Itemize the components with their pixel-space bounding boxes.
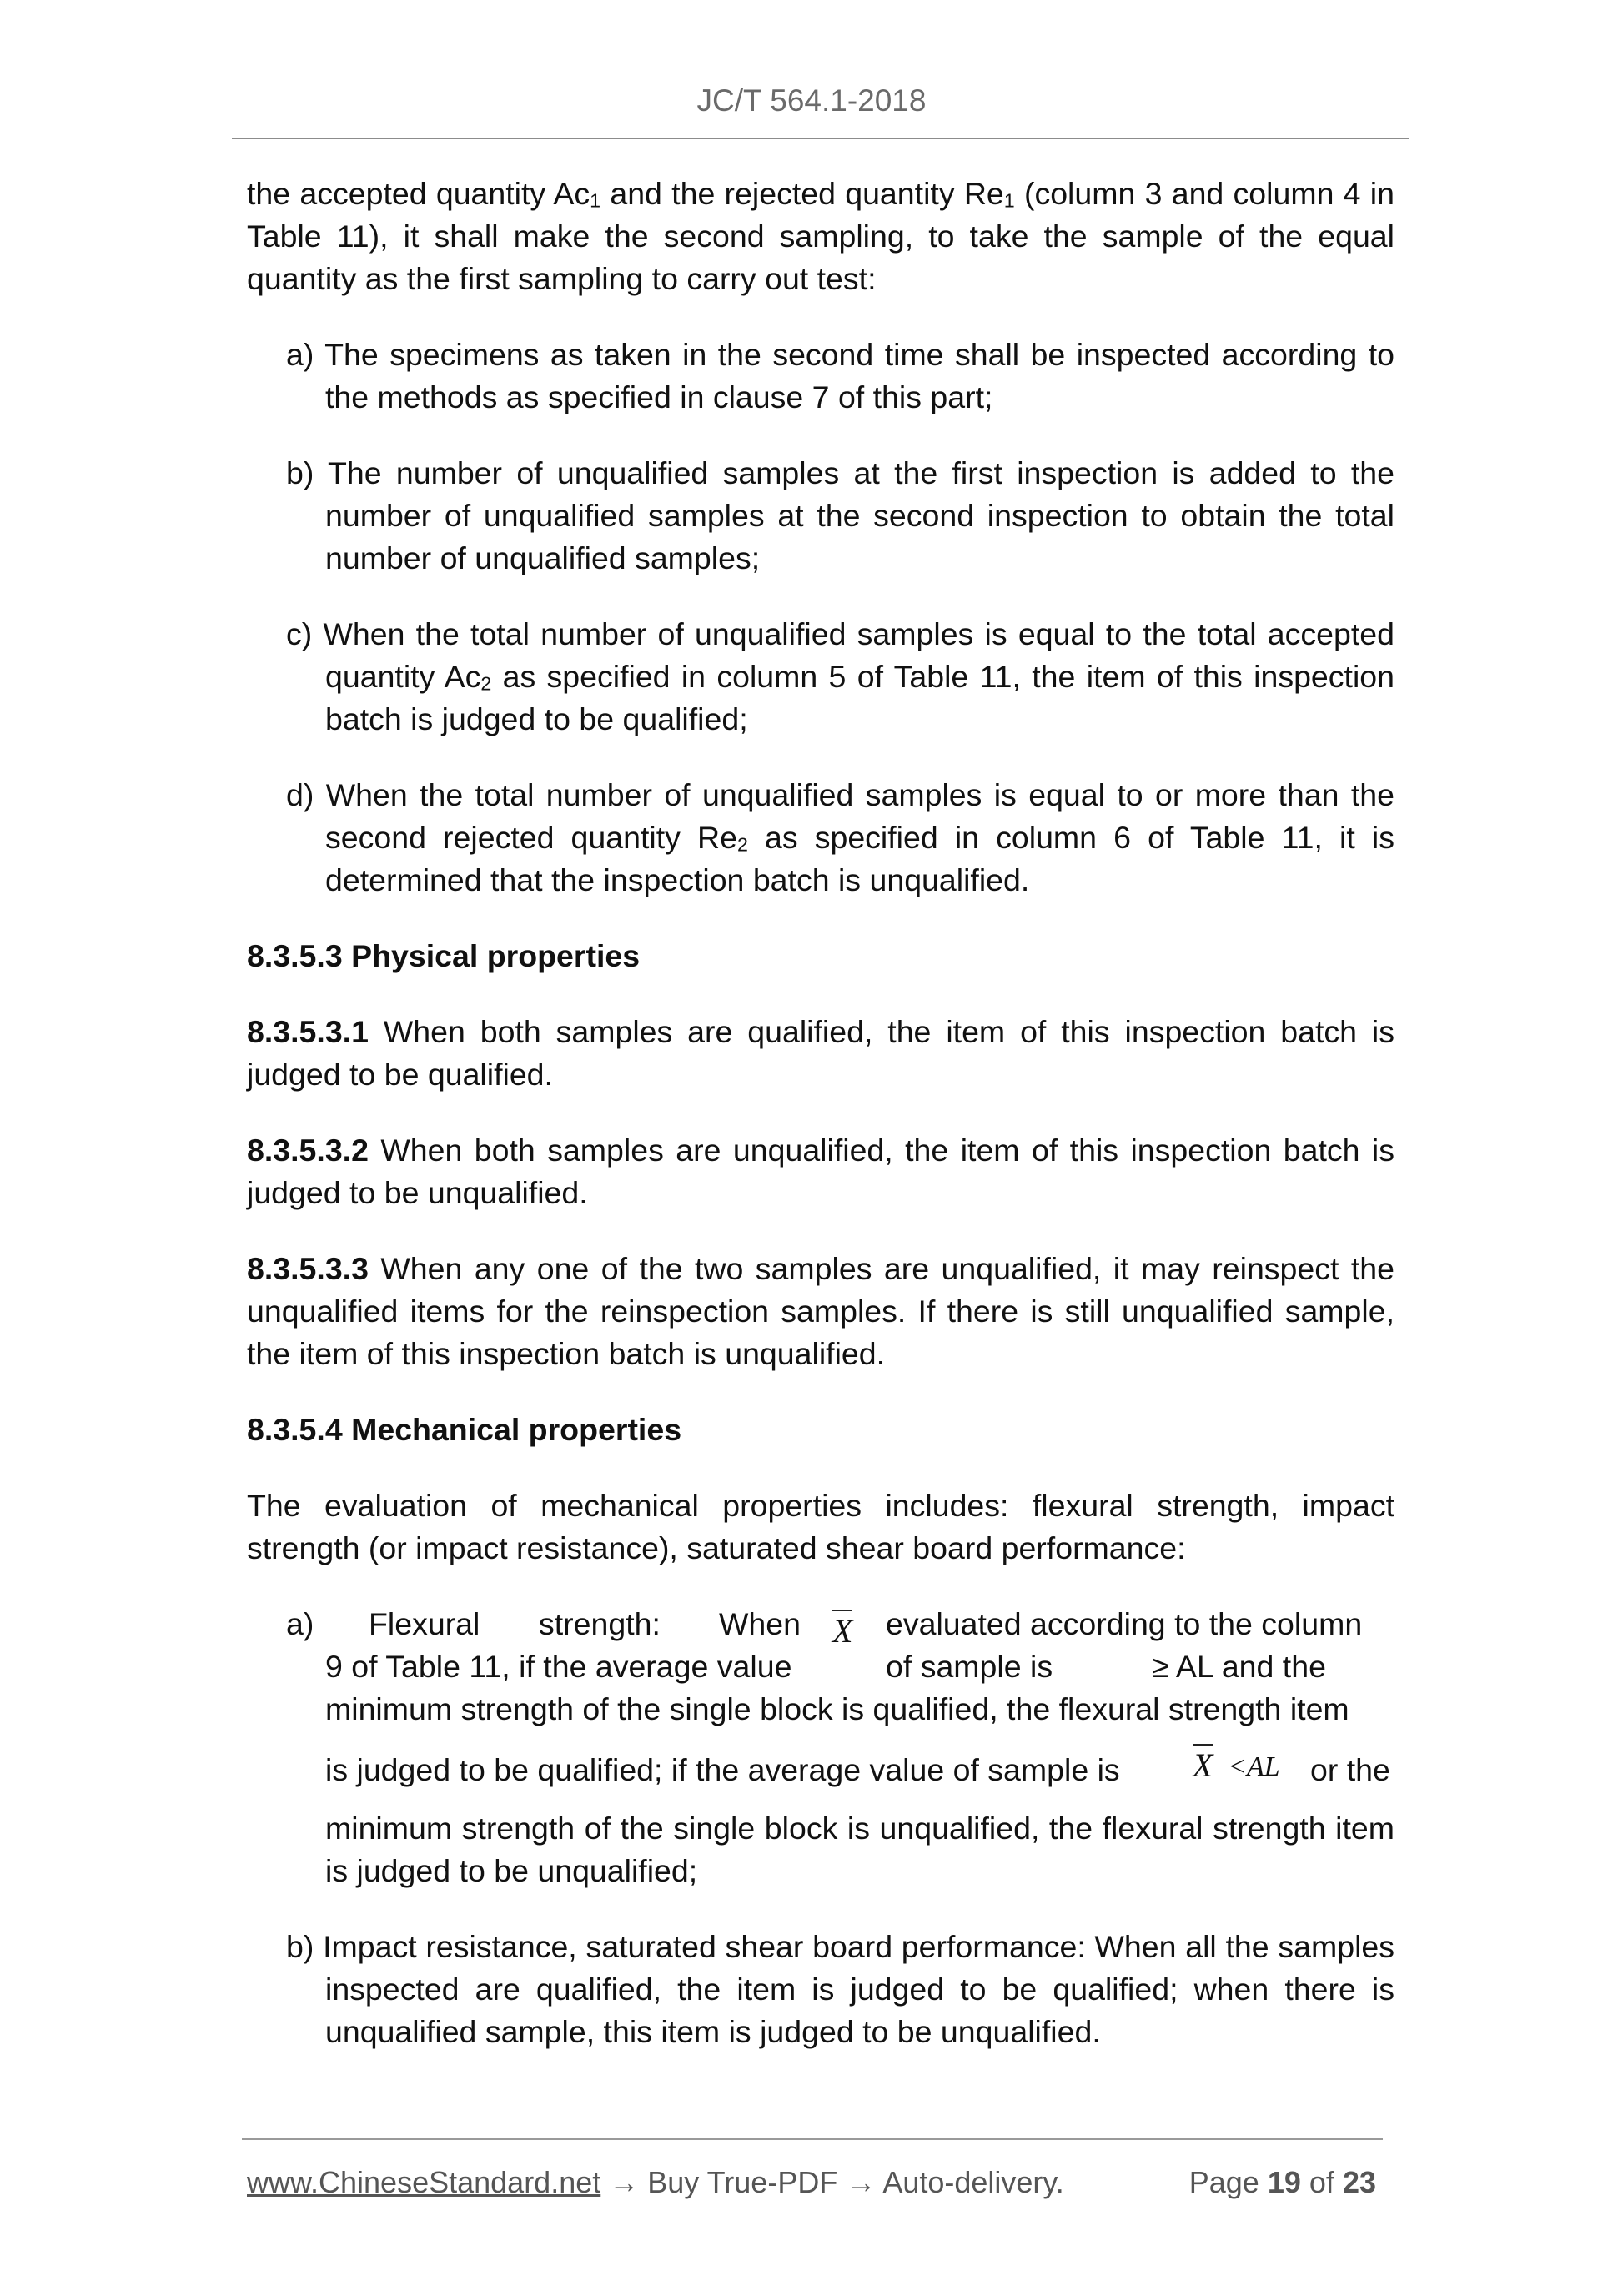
clause-8-3-5-3-3: [247, 1248, 1394, 1375]
total-pages-number: 23: [1342, 2165, 1376, 2199]
header-divider: [232, 138, 1409, 139]
list-item-a: [247, 334, 1394, 419]
clause-number: 8.3.5.3.2: [247, 1133, 369, 1168]
footer-promo-text: → Buy True-PDF → Auto-delivery.: [600, 2165, 1064, 2199]
flexural-line2-mid: of sample is: [886, 1649, 1053, 1684]
list-marker: b): [286, 1929, 314, 1964]
list-item-text: Impact resistance, saturated shear board performance: When all the samples inspected are qualified, the item is judged to be qualified; when there is unqualified sample, this item is judged to be unqualified.: [323, 1929, 1395, 2049]
flexural-label: Flexural: [369, 1606, 480, 1641]
current-page-number: 19: [1267, 2165, 1301, 2199]
list-item-text-post: as specified in column 5 of Table 11, the item of this inspection batch is judged to be qualified;: [325, 659, 1394, 736]
intro-subscript-2: 1: [1003, 189, 1015, 212]
list-marker: c): [286, 616, 313, 651]
footer-divider: [242, 2138, 1383, 2140]
flexural-line-5: minimum strength of the single block is unqualified, the flexural strength item is judged to be unqualified;: [325, 1811, 1394, 1888]
list-item-c: [247, 613, 1394, 741]
intro-text-1: the accepted quantity Ac: [247, 176, 590, 211]
clause-text: When both samples are unqualified, the item of this inspection batch is judged to be unqualified.: [247, 1133, 1394, 1210]
list-item-text-post: as specified in column 6 of Table 11, it is determined that the inspection batch is unqualified.: [325, 820, 1394, 897]
flexural-line-4: [247, 1731, 1394, 1797]
intro-text-3: (column 3 and column 4 in Table 11), it shall make the second sampling, to take the sample of the equal quantity as the first sampling to carry out test:: [247, 176, 1394, 296]
flexural-word-strength: strength:: [539, 1606, 661, 1641]
flexural-line-3: minimum strength of the single block is qualified, the flexural strength item: [325, 1691, 1349, 1726]
flexural-line-2: [247, 1645, 1394, 1688]
x-bar-symbol: X: [1193, 1742, 1213, 1786]
section-heading-mechanical-properties: 8.3.5.4 Mechanical properties: [247, 1412, 682, 1447]
mechanical-intro-paragraph: The evaluation of mechanical properties includes: flexural strength, impact strength (or impact resistance), saturated shear board performance:: [247, 1488, 1394, 1565]
clause-number: 8.3.5.3.1: [247, 1014, 369, 1049]
clause-number: 8.3.5.3.3: [247, 1251, 369, 1286]
flexural-line4-head: is judged to be qualified; if the average value of sample is: [325, 1752, 1120, 1787]
list-item-d: [247, 774, 1394, 902]
intro-subscript-1: 1: [590, 189, 601, 212]
of-label: of: [1309, 2165, 1334, 2199]
clause-text: When any one of the two samples are unqualified, it may reinspect the unqualified items for the reinspection samples. If there is still unqualified sample, the item of this inspection batch is unqualified.: [247, 1251, 1394, 1371]
list-item-text: The number of unqualified samples at the first inspection is added to the number of unqualified samples at the second inspection to obtain the total number of unqualified samples;: [325, 455, 1394, 575]
list-item-subscript: 2: [736, 833, 748, 856]
flexural-line1-tail: evaluated according to the column: [886, 1606, 1363, 1641]
flexural-line2-tail: ≥ AL and the: [1152, 1649, 1326, 1684]
list-marker: a): [286, 1606, 314, 1641]
footer-promo: [247, 2165, 1064, 2200]
page-label: Page: [1188, 2165, 1259, 2199]
less-than-al-symbol: <AL: [1228, 1751, 1280, 1782]
list-marker: b): [286, 455, 314, 490]
list-item-b: [247, 452, 1394, 580]
intro-text-2: and the rejected quantity Re: [600, 176, 1004, 211]
list-item-subscript: 2: [480, 672, 492, 695]
x-bar-symbol: X: [832, 1608, 852, 1652]
flexural-line4-tail: or the: [1310, 1752, 1390, 1787]
flexural-word-when: When: [719, 1606, 801, 1641]
list-item-flexural-strength: [247, 1603, 1394, 1892]
list-item-text-pre: When the total number of unqualified samples is equal to or more than the second rejected quantity Re: [325, 777, 1394, 855]
flexural-line-1: [247, 1603, 1394, 1650]
list-item-text: The specimens as taken in the second time shall be inspected according to the methods as specified in clause 7 of this part;: [324, 337, 1395, 414]
flexural-line2-head: 9 of Table 11, if the average value: [325, 1649, 792, 1684]
document-body: [247, 173, 1394, 2087]
clause-8-3-5-3-2: [247, 1129, 1394, 1214]
list-marker: a): [286, 337, 314, 372]
page-indicator: [1189, 2165, 1376, 2200]
clause-text: When both samples are qualified, the item of this inspection batch is judged to be qualified.: [247, 1014, 1394, 1092]
list-item-text-pre: When the total number of unqualified samples is equal to the total accepted quantity Ac: [323, 616, 1394, 694]
website-link[interactable]: www.ChineseStandard.net: [247, 2165, 601, 2199]
intro-paragraph: [247, 173, 1394, 300]
standard-id-header: JC/T 564.1-2018: [696, 83, 927, 118]
list-marker: d): [286, 777, 314, 812]
clause-8-3-5-3-1: [247, 1011, 1394, 1096]
section-heading-physical-properties: 8.3.5.3 Physical properties: [247, 938, 641, 973]
list-item-impact-resistance: [247, 1926, 1394, 2053]
